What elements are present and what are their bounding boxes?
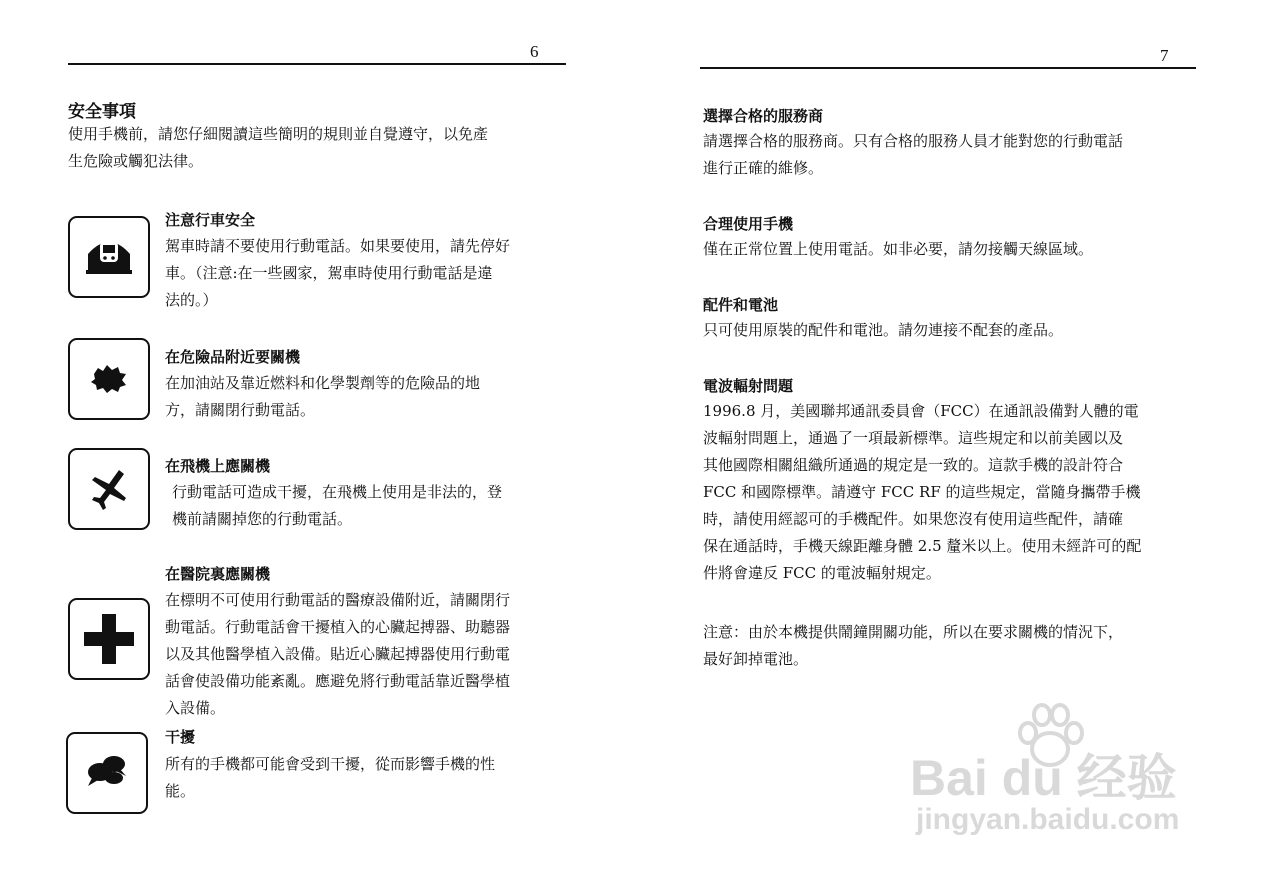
header-rule-left <box>68 63 566 65</box>
section-heading-service: 選擇合格的服務商 <box>703 107 824 125</box>
body-line: 行動電話可造成干擾，在飛機上使用是非法的，登 <box>172 483 503 501</box>
intro-line: 生危險或觸犯法律。 <box>68 152 204 170</box>
body-line: 能。 <box>165 782 196 800</box>
body-line: 保在通話時，手機天線距離身體 2.5 釐米以上。使用未經許可的配 <box>703 537 1142 555</box>
body-line: 車。（注意:在一些國家，駕車時使用行動電話是違 <box>165 264 493 282</box>
page-number-right: 7 <box>1160 46 1169 65</box>
body-line: 機前請關掉您的行動電話。 <box>172 510 353 528</box>
body-line: 在標明不可使用行動電話的醫療設備附近，請關閉行 <box>165 591 511 609</box>
section-heading-usage: 合理使用手機 <box>703 215 794 233</box>
body-line: 1996.8 月，美國聯邦通訊委員會（FCC）在通訊設備對人體的電 <box>703 402 1139 420</box>
interference-icon <box>66 732 148 814</box>
section-heading-accessories: 配件和電池 <box>703 296 779 314</box>
header-rule-right <box>700 67 1196 69</box>
body-line: 請選擇合格的服務商。只有合格的服務人員才能對您的行動電話 <box>703 132 1124 150</box>
body-line: 進行正確的維修。 <box>703 159 824 177</box>
car-driving-icon <box>68 216 150 298</box>
section-heading-airplane: 在飛機上應關機 <box>165 457 271 475</box>
section-body-hazard <box>165 370 480 424</box>
body-line: 僅在正常位置上使用電話。如非必要，請勿接觸天線區域。 <box>703 240 1094 258</box>
section-body-radiation <box>703 398 1141 587</box>
body-line: 以及其他醫學植入設備。貼近心臟起搏器使用行動電 <box>165 645 511 663</box>
section-heading-hazard: 在危險品附近要關機 <box>165 348 301 366</box>
body-line: 在加油站及靠近燃料和化學製劑等的危險品的地 <box>165 374 481 392</box>
intro-line: 使用手機前，請您仔細閱讀這些簡明的規則並自覺遵守，以免產 <box>68 125 489 143</box>
body-line: 件將會違反 FCC 的電波輻射規定。 <box>703 564 941 582</box>
section-body-accessories <box>703 317 1063 344</box>
note-line: 最好卸掉電池。 <box>703 650 809 668</box>
body-line: 波輻射問題上，通過了一項最新標準。這些規定和以前美國以及 <box>703 429 1124 447</box>
section-body-usage <box>703 236 1093 263</box>
note-paragraph <box>703 619 1123 673</box>
medical-cross-icon <box>68 598 150 680</box>
body-line: 時，請使用經認可的手機配件。如果您沒有使用這些配件，請確 <box>703 510 1124 528</box>
section-body-airplane <box>172 479 502 533</box>
note-line: 注意：由於本機提供鬧鐘開關功能，所以在要求關機的情況下， <box>703 623 1124 641</box>
section-heading-radiation: 電波輻射問題 <box>703 377 794 395</box>
section-heading-driving: 注意行車安全 <box>165 211 256 229</box>
page-number-left: 6 <box>530 42 539 61</box>
body-line: 話會使設備功能紊亂。應避免將行動電話靠近醫學植 <box>165 672 511 690</box>
page-title: 安全事項 <box>68 102 136 122</box>
body-line: 法的。） <box>165 291 218 309</box>
section-body-driving <box>165 233 510 314</box>
body-line: 駕車時請不要使用行動電話。如果要使用，請先停好 <box>165 237 511 255</box>
section-heading-interference: 干擾 <box>165 728 196 746</box>
body-line: 所有的手機都可能會受到干擾，從而影響手機的性 <box>165 755 496 773</box>
section-body-hospital <box>165 587 510 722</box>
body-line: 其他國際相關組織所通過的規定是一致的。這款手機的設計符合 <box>703 456 1124 474</box>
body-line: 動電話。行動電話會干擾植入的心臟起搏器、助聽器 <box>165 618 511 636</box>
airplane-icon <box>68 448 150 530</box>
intro-paragraph <box>68 121 488 175</box>
section-body-service <box>703 128 1123 182</box>
watermark-brand: Bai du 经验 <box>910 750 1177 806</box>
explosive-hazard-icon <box>68 338 150 420</box>
section-heading-hospital: 在醫院裏應關機 <box>165 565 271 583</box>
body-line: 入設備。 <box>165 699 226 717</box>
body-line: 方，請關閉行動電話。 <box>165 401 316 419</box>
body-line: FCC 和國際標準。請遵守 FCC RF 的這些規定，當隨身攜帶手機 <box>703 483 1141 501</box>
body-line: 只可使用原裝的配件和電池。請勿連接不配套的產品。 <box>703 321 1064 339</box>
watermark-url: jingyan.baidu.com <box>916 803 1180 836</box>
section-body-interference <box>165 751 495 805</box>
